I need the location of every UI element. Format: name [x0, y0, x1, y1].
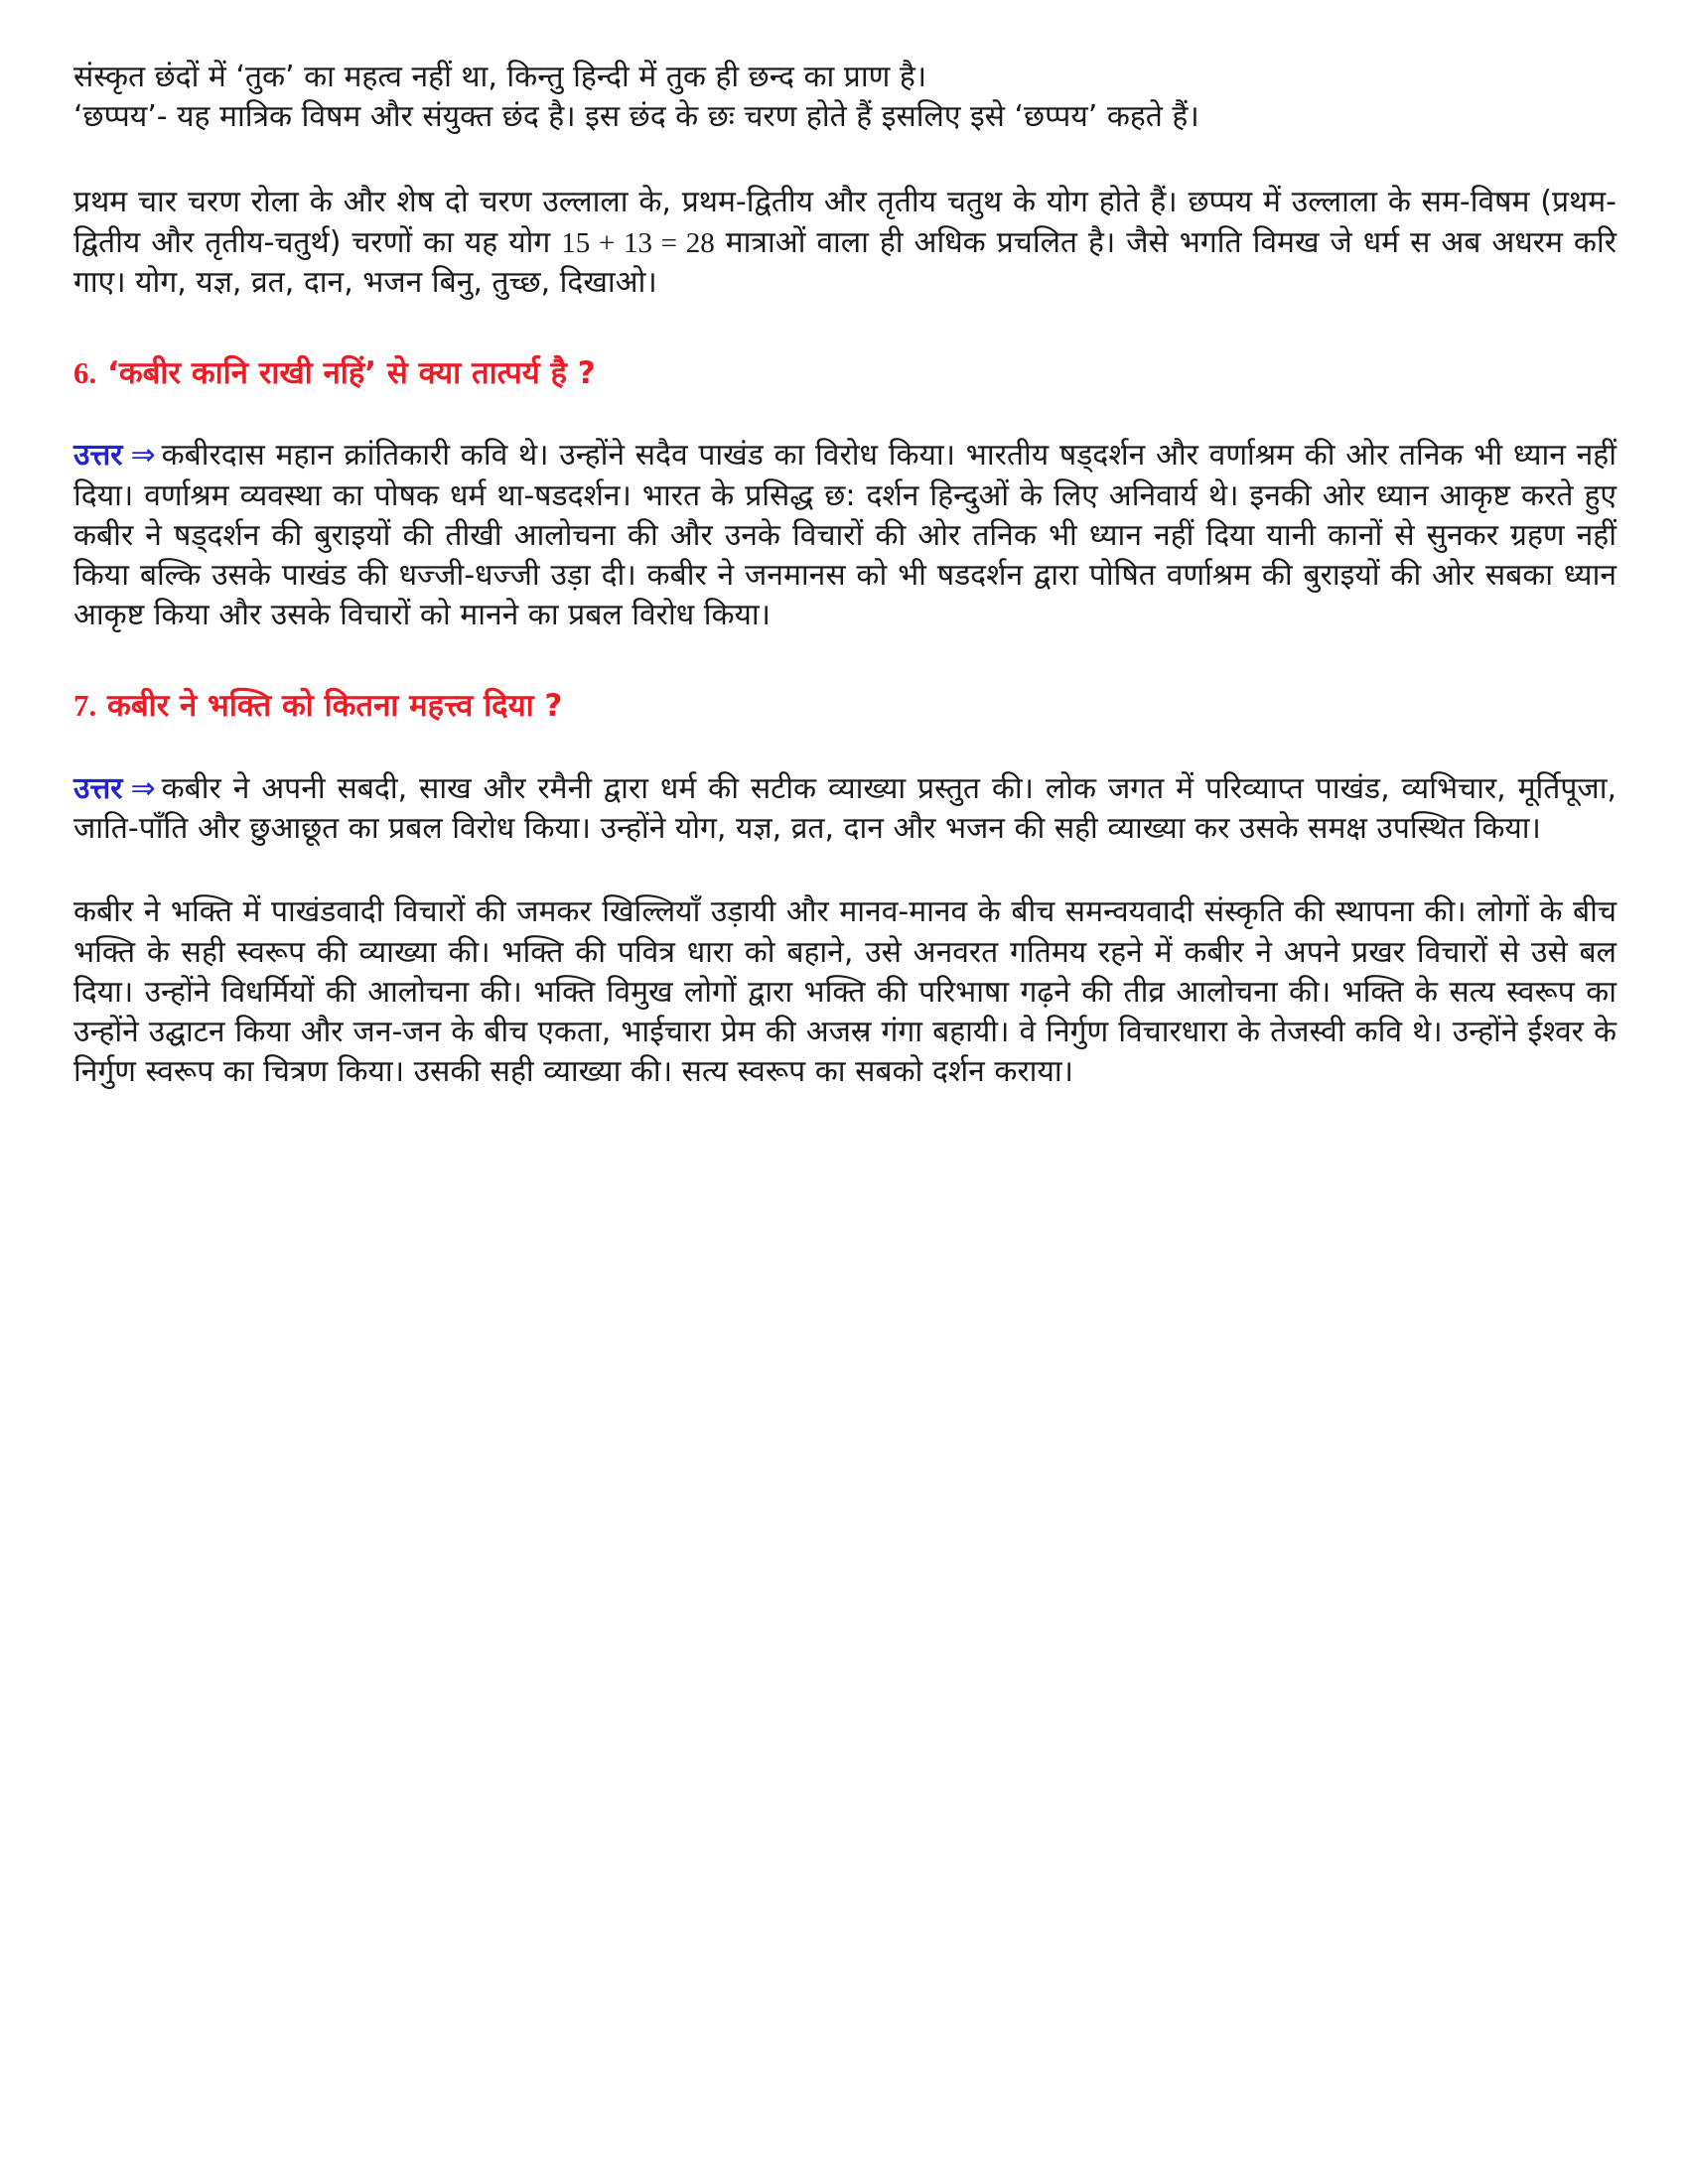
answer-6-arrow-icon: ⇒: [130, 438, 156, 474]
question-6-number: 6.: [73, 354, 97, 390]
answer-7-arrow-icon: ⇒: [130, 770, 156, 806]
answer-7-label: उत्तर: [73, 770, 123, 806]
intro-section: [73, 58, 1617, 137]
chhappay-text-after: मात्राओं वाला ही अधिक प्रचलित है। जैसे भगति विमख जे धर्म स अब अधरम करि गाए। योग, यज्ञ, व्रत, दान, भजन बिनु, तुच्छ, दिखाओ।: [73, 224, 1617, 300]
answer-6: [73, 436, 1617, 635]
intro-line-2: ‘छप्पय’- यह मात्रिक विषम और संयुक्त छंद है। इस छंद के छः चरण होते हैं इसलिए इसे ‘छप्पय’ कहते हैं।: [73, 99, 1199, 135]
question-7-heading: [73, 685, 1617, 728]
answer-6-text: कबीरदास महान क्रांतिकारी कवि थे। उन्होंने सदैव पाखंड का विरोध किया। भारतीय षड्दर्शन और वर्णाश्रम की ओर तनिक भी ध्यान नहीं दिया। वर्णाश्रम व्यवस्था का पोषक धर्म था-षडदर्शन। भारत के प्रसिद्ध छ: दर्शन हिन्दुओं के लिए अनिवार्य थे। इनकी ओर ध्यान आकृष्ट करते हुए कबीर ने षड्दर्शन की बुराइयों की तीखी आलोचना की और उनके विचारों की ओर तनिक भी ध्यान नहीं दिया यानी कानों से सुनकर ग्रहण नहीं किया बल्कि उसके पाखंड की धज्जी-धज्जी उड़ा दी। कबीर ने जनमानस को भी षडदर्शन द्वारा पोषित वर्णाश्रम की बुराइयों की ओर सबका ध्यान आकृष्ट किया और उसके विचारों को मानने का प्रबल विरोध किया।: [73, 438, 1617, 633]
question-7-title: कबीर ने भक्ति को कितना महत्त्व दिया ?: [96, 688, 563, 725]
answer-7-paragraph-1: [73, 769, 1617, 849]
chhappay-text-before: प्रथम चार चरण रोला के और शेष दो चरण उल्लाला के, प्रथम-द्वितीय और तृतीय चतुथ के योग होते हैं। छप्पय में उल्लाला के सम-विषम (प्रथम-द्वितीय और तृतीय-चतुर्थ) चरणों का यह योग: [73, 185, 1617, 260]
question-7-number: 7.: [73, 688, 97, 724]
answer-7-text-1: कबीर ने अपनी सबदी, साख और रमैनी द्वारा धर्म की सटीक व्याख्या प्रस्तुत की। लोक जगत में परिव्याप्त पाखंड, व्यभिचार, मूर्तिपूजा, जाति-पाँति और छुआछूत का प्रबल विरोध किया। उन्होंने योग, यज्ञ, व्रत, दान और भजन की सही व्याख्या कर उसके समक्ष उपस्थित किया।: [73, 770, 1617, 847]
intro-line-1: संस्कृत छंदों में ‘तुक’ का महत्व नहीं था, किन्तु हिन्दी में तुक ही छन्द का प्राण है।: [73, 60, 927, 94]
answer-7-paragraph-2: कबीर ने भक्ति में पाखंडवादी विचारों की जमकर खिल्लियाँ उड़ायी और मानव-मानव के बीच समन्वयवादी संस्कृति की स्थापना की। लोगों के बीच भक्ति के सही स्वरूप की व्याख्या की। भक्ति की पवित्र धारा को बहाने, उसे अनवरत गतिमय रहने में कबीर ने अपने प्रखर विचारों से उसे बल दिया। उन्होंने विधर्मियों की आलोचना की। भक्ति विमुख लोगों द्वारा भक्ति की परिभाषा गढ़ने की तीव्र आलोचना की। भक्ति के सत्य स्वरूप का उन्होंने उद्घाटन किया और जन-जन के बीच एकता, भाईचारा प्रेम की अजस्र गंगा बहायी। वे निर्गुण विचारधारा के तेजस्वी कवि थे। उन्होंने ईश्वर के निर्गुण स्वरूप का चित्रण किया। उसकी सही व्याख्या की। सत्य स्वरूप का सबको दर्शन कराया।: [73, 894, 1617, 1090]
question-6-heading: [73, 352, 1617, 395]
question-6-title: ‘कबीर कानि राखी नहिं’ से क्या तात्पर्य है ?: [96, 354, 596, 391]
answer-6-label: उत्तर: [73, 438, 123, 474]
matra-formula: 15 + 13 = 28: [561, 226, 715, 259]
chhappay-paragraph: [73, 183, 1617, 303]
